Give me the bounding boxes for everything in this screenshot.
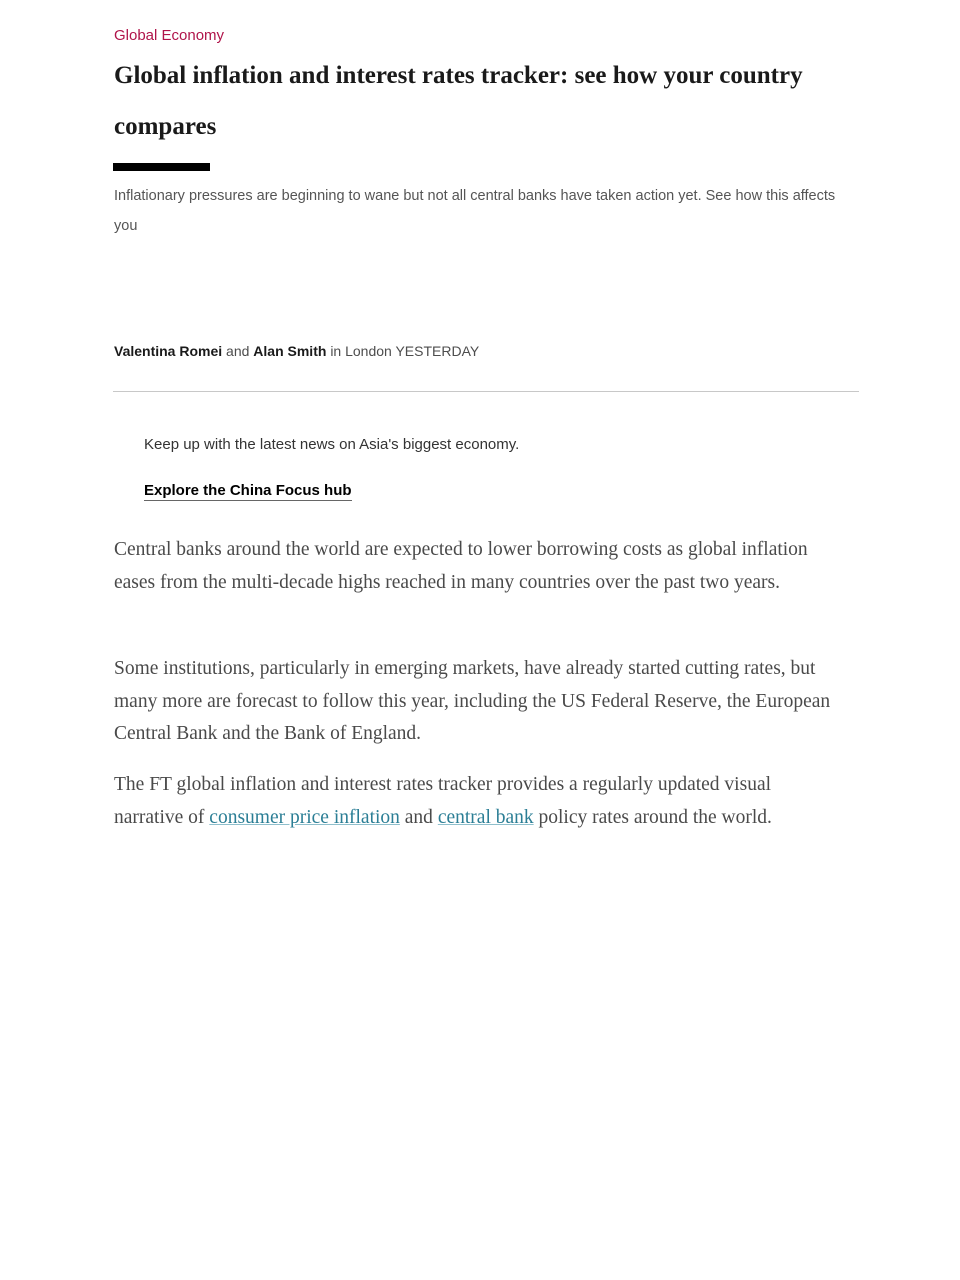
body-paragraph-2: Some institutions, particularly in emerging markets, have already started cutting rates, but many more are forecast to follow this year, including the US Federal Reserve, the European Central Bank and the Bank of England. bbox=[114, 658, 831, 744]
byline-timestamp: YESTERDAY bbox=[395, 343, 480, 359]
headline-divider bbox=[113, 163, 210, 171]
consumer-price-inflation-link[interactable]: consumer price inflation bbox=[209, 806, 400, 828]
promo-text: Keep up with the latest news on Asia's biggest economy. bbox=[144, 436, 520, 453]
body-paragraph-1: Central banks around the world are expected to lower borrowing costs as global inflation eases from the multi-decade highs reached in many countries over the past two years. bbox=[114, 539, 808, 593]
byline-location: in London bbox=[330, 343, 392, 359]
central-bank-link[interactable]: central bank bbox=[437, 806, 534, 828]
byline-divider bbox=[113, 391, 859, 392]
china-focus-hub-link[interactable]: Explore the China Focus hub bbox=[144, 482, 352, 499]
body-paragraph-3 bbox=[114, 769, 844, 834]
headline: Global inflation and interest rates tracker: see how your country compares bbox=[114, 62, 803, 140]
body-paragraph-3-text-1: The FT global inflation and interest rates tracker provides a regularly updated visual narrative of bbox=[114, 774, 772, 828]
author-link-2[interactable]: Alan Smith bbox=[253, 343, 327, 359]
body-paragraph-3-text-2: and bbox=[404, 806, 433, 828]
byline-conjunction: and bbox=[226, 343, 250, 359]
author-link-1[interactable]: Valentina Romei bbox=[114, 343, 223, 359]
byline bbox=[114, 343, 479, 359]
standfirst: Inflationary pressures are beginning to wane but not all central banks have taken action yet. See how this affects you bbox=[114, 188, 836, 234]
body-paragraph-3-text-3: policy rates around the world. bbox=[538, 806, 772, 828]
topic-tag-link[interactable]: Global Economy bbox=[114, 27, 225, 44]
